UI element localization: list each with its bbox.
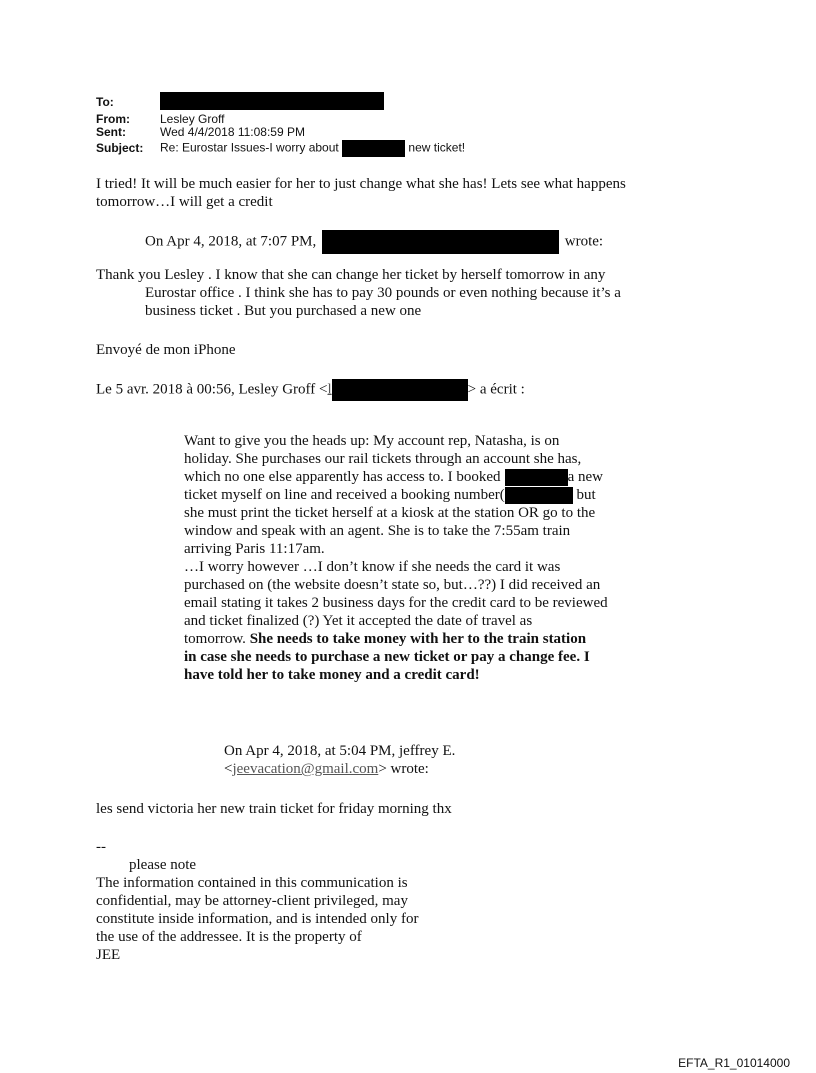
original-message: les send victoria her new train ticket for friday morning thx [96, 801, 452, 817]
quote2-tail: > wrote: [378, 761, 429, 777]
lesley-bold-1: She needs to take money with her to the train station [249, 631, 587, 647]
disclaimer-line-3: constitute inside information, and is intended only for [96, 911, 419, 927]
lesley-line-6: window and speak with an agent. She is to take the 7:55am train [184, 523, 571, 539]
message-line-3: business ticket . But you purchased a new one [145, 303, 422, 319]
redacted-subject [342, 140, 405, 157]
quote-header-2-line-2 [224, 760, 429, 778]
lesley-line-8: …I worry however …I don’t know if she needs the card it was [184, 559, 561, 575]
document-id: EFTA_R1_01014000 [678, 1056, 790, 1070]
message-line-1: Thank you Lesley . I know that she can change her ticket by herself tomorrow in any [96, 267, 606, 283]
lesley-line-2: holiday. She purchases our rail tickets through an account she has, [184, 451, 582, 467]
lesley-line-12 [184, 630, 586, 648]
lesley-line-7: arriving Paris 11:17am. [184, 541, 325, 557]
signature-dashes: -- [96, 839, 106, 855]
subject-label: Subject: [96, 140, 144, 155]
sent-label: Sent: [96, 125, 126, 139]
iphone-signature: Envoyé de mon iPhone [96, 342, 236, 358]
disclaimer-line-5: JEE [96, 947, 121, 963]
disclaimer-line-2: confidential, may be attorney-client privileged, may [96, 893, 408, 909]
from-value: Lesley Groff [160, 112, 225, 126]
sent-row [96, 126, 305, 139]
subject-suffix: new ticket! [408, 140, 466, 155]
disclaimer-line-4: the use of the addressee. It is the property of [96, 929, 362, 945]
jeevacation-email-link[interactable]: jeevacation@gmail.com [232, 761, 379, 777]
lesley-line-5: she must print the ticket herself at a kiosk at the station OR go to the [184, 505, 596, 521]
reply-line-1: I tried! It will be much easier for her to just change what she has! Lets see what happens [96, 176, 626, 192]
lesley-line-10: email stating it takes 2 business days for the credit card to be reviewed [184, 595, 608, 611]
redacted-booking-number [505, 487, 573, 504]
quote1-suffix: wrote: [564, 233, 604, 250]
disclaimer-line-1: The information contained in this communication is [96, 875, 408, 891]
to-label: To: [96, 95, 114, 110]
quote-header-2-line-1: On Apr 4, 2018, at 5:04 PM, jeffrey E. [224, 743, 456, 759]
signature-note: please note [129, 857, 197, 873]
lesley-line-1: Want to give you the heads up: My account rep, Natasha, is on [184, 433, 560, 449]
fr-quote-header [96, 379, 525, 401]
lesley-line-12-text: tomorrow. [184, 631, 246, 647]
subject-row [96, 140, 465, 157]
lesley-bold-2: in case she needs to purchase a new ticket or pay a change fee. I [184, 649, 590, 665]
reply-line-2: tomorrow…I will get a credit [96, 194, 273, 210]
redacted-name [505, 469, 568, 486]
sent-value: Wed 4/4/2018 11:08:59 PM [160, 125, 305, 139]
lesley-bold-3: have told her to take money and a credit card! [184, 667, 480, 683]
lesley-line-9: purchased on (the website doesn’t state so, but…??) I did received an [184, 577, 601, 593]
lesley-line-4-tail: but [576, 487, 596, 503]
quote1-prefix: On Apr 4, 2018, at 7:07 PM, [145, 233, 317, 250]
quote2-lt: < [224, 761, 233, 777]
lesley-line-4 [184, 486, 596, 504]
quote-header-1 [145, 230, 603, 254]
lesley-line-11: and ticket finalized (?) Yet it accepted the date of travel as [184, 613, 533, 629]
fr-quote-suffix: > a écrit : [467, 381, 525, 398]
redacted-to [160, 92, 384, 110]
redacted-sender [322, 230, 559, 254]
redacted-email [332, 379, 468, 401]
from-label: From: [96, 112, 130, 126]
lesley-line-3-tail: a new [567, 469, 603, 485]
lesley-line-3-text: which no one else apparently has access to. I booked [184, 469, 501, 485]
fr-quote-link-char[interactable]: l [327, 381, 332, 398]
fr-quote-prefix: Le 5 avr. 2018 à 00:56, Lesley Groff < [96, 381, 328, 398]
to-row [96, 96, 384, 110]
subject-prefix: Re: Eurostar Issues-I worry about [160, 140, 339, 155]
lesley-line-4-text: ticket myself on line and received a booking number( [184, 487, 505, 503]
lesley-line-3 [184, 468, 603, 486]
message-line-2: Eurostar office . I think she has to pay 30 pounds or even nothing because it’s a [145, 285, 621, 301]
